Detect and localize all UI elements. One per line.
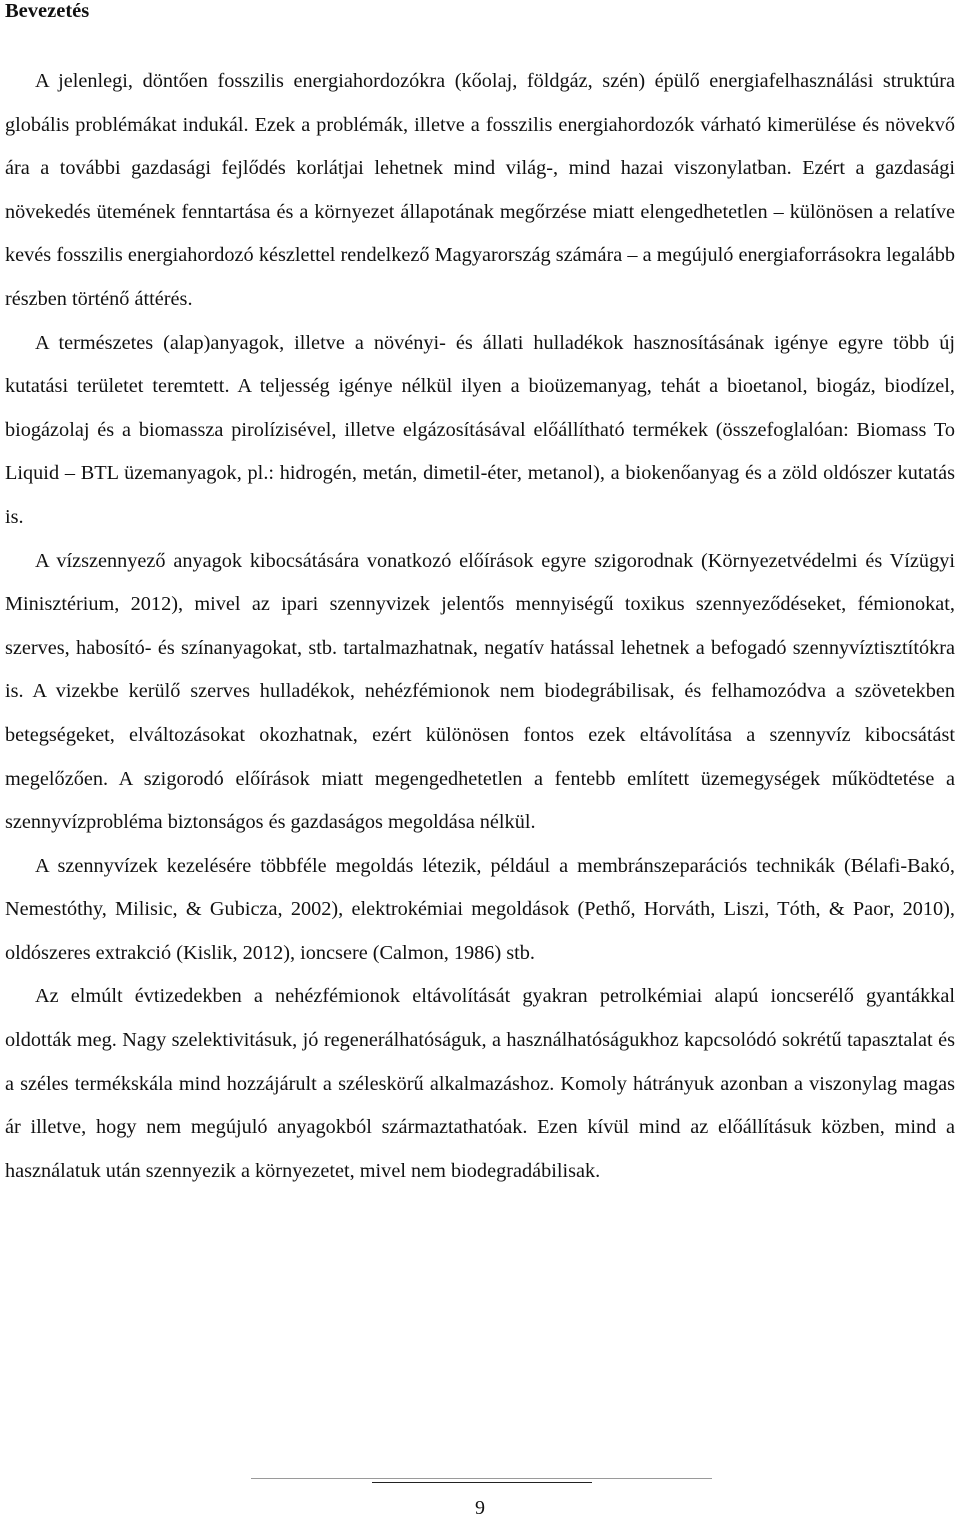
paragraph: A jelenlegi, döntően fosszilis energiahordozókra (kőolaj, földgáz, szén) épülő energiafelhasználási struktúra globális problémákat indukál. Ezek a problémák, illetve a fosszilis energiahordozók várható kimerülése és növekvő ára a további gazdasági fejlődés korlátjai lehetnek mind világ-, mind hazai viszonylatban. Ezért a gazdasági növekedés ütemének fenntartása és a környezet állapotának megőrzése miatt elengedhetetlen – különösen a relatíve kevés fosszilis energiahordozó készlettel rendelkező Magyarország számára – a megújuló energiaforrásokra legalább részben történő áttérés. [5, 70, 955, 310]
footer-divider [251, 1478, 712, 1479]
paragraph: Az elmúlt évtizedekben a nehézfémionok eltávolítását gyakran petrolkémiai alapú ioncserélő gyantákkal oldották meg. Nagy szelektivitásuk, jó regenerálhatóságuk, a használhatóságukhoz kapcsolódó sokrétű tapasztalat és a széles termékskála mind hozzájárult a széleskörű alkalmazáshoz. Komoly hátrányuk azonban a viszonylag magas ár illetve, hogy nem megújuló anyagokból származtathatóak. Ezen kívül mind az előállításuk közben, mind a használatuk után szennyezik a környezetet, mivel nem biodegradábilisak. [5, 985, 955, 1182]
body-text [5, 60, 955, 1193]
footer-divider [372, 1482, 592, 1483]
paragraph: A vízszennyező anyagok kibocsátására vonatkozó előírások egyre szigorodnak (Környezetvédelmi és Vízügyi Minisztérium, 2012), mivel az ipari szennyvizek jelentős mennyiségű toxikus szennyeződéseket, fémionokat, szerves, habosító- és színanyagokat, stb. tartalmazhatnak, negatív hatással lehetnek a befogadó szennyvíztisztítókra is. A vizekbe kerülő szerves hulladékok, nehézfémionok nem biodegrábilisak, és felhamozódva a szövetekben betegségeket, elváltozásokat okozhatnak, ezért különösen fontos ezek eltávolítása a szennyvíz kibocsátást megelőzően. A szigorodó előírások miatt megengedhetetlen a fentebb említett üzemegységek működtetése a szennyvízprobléma biztonságos és gazdaságos megoldása nélkül. [5, 549, 955, 834]
page-number: 9 [475, 1497, 485, 1519]
paragraph: A természetes (alap)anyagok, illetve a növényi- és állati hulladékok hasznosításának igénye egyre több új kutatási területet teremtett. A teljesség igénye nélkül ilyen a bioüzemanyag, tehát a bioetanol, biogáz, biodízel, biogázolaj és a biomassza pirolízisével, illetve elgázosításával előállítható termékek (összefoglalóan: Biomass To Liquid – BTL üzemanyagok, pl.: hidrogén, metán, dimetil-éter, metanol), a biokenőanyag és a zöld oldószer kutatás is. [5, 331, 955, 528]
section-heading: Bevezetés [5, 0, 90, 22]
paragraph: A szennyvízek kezelésére többféle megoldás létezik, például a membránszeparációs technikák (Bélafi-Bakó, Nemestóthy, Milisic, & Gubicza, 2002), elektrokémiai megoldások (Pethő, Horváth, Liszi, Tóth, & Paor, 2010), oldószeres extrakció (Kislik, 2012), ioncsere (Calmon, 1986) stb. [5, 854, 955, 964]
